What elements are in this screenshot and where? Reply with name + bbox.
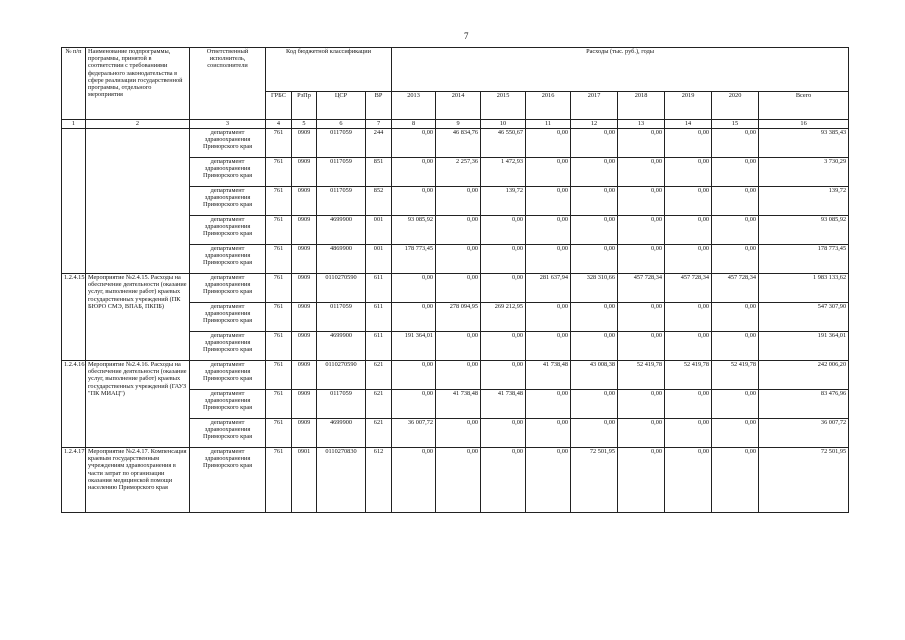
total-cell: 242 006,20	[759, 361, 849, 390]
total-cell: 72 501,95	[759, 448, 849, 513]
year-value-cell: 0,00	[392, 361, 436, 390]
year-value-cell: 281 637,94	[526, 274, 571, 303]
executor-cell: департамент здравоохранения Приморского края	[190, 216, 266, 245]
vr-cell: 621	[366, 361, 392, 390]
year-value-cell: 0,00	[571, 303, 618, 332]
year-value-cell: 0,00	[665, 419, 712, 448]
executor-cell: департамент здравоохранения Приморского края	[190, 332, 266, 361]
total-cell: 93 085,92	[759, 216, 849, 245]
header-year: 2017	[571, 92, 618, 120]
rzpr-cell: 0909	[292, 129, 317, 158]
year-value-cell: 41 738,48	[436, 390, 481, 419]
year-value-cell: 269 212,95	[481, 303, 526, 332]
year-value-cell: 0,00	[712, 419, 759, 448]
rzpr-cell: 0909	[292, 216, 317, 245]
executor-cell: департамент здравоохранения Приморского края	[190, 448, 266, 513]
year-value-cell: 0,00	[392, 303, 436, 332]
measure-name	[86, 129, 190, 274]
year-value-cell: 0,00	[526, 332, 571, 361]
header-grbs: ГРБС	[266, 92, 292, 120]
page-number: 7	[464, 31, 469, 41]
column-number: 15	[712, 120, 759, 129]
csr-cell: 0117059	[317, 390, 366, 419]
table-row	[62, 361, 849, 390]
year-value-cell: 178 773,45	[392, 245, 436, 274]
csr-cell: 0117059	[317, 187, 366, 216]
year-value-cell: 0,00	[481, 245, 526, 274]
header-name: Наименование подпрограммы, программы, принятой в соответствии с требованиями федерального законодательства в сфере реализации государственной программы, отдельного мероприятия	[86, 48, 190, 120]
year-value-cell: 41 738,48	[481, 390, 526, 419]
csr-cell: 4699900	[317, 419, 366, 448]
year-value-cell: 0,00	[481, 216, 526, 245]
measure-name: Мероприятие №2.4.17. Компенсация краевым государственным учреждениям здравоохранения в части затрат по организации оказания медицинской помощи населению Приморского края	[86, 448, 190, 513]
year-value-cell: 0,00	[712, 332, 759, 361]
year-value-cell: 0,00	[618, 158, 665, 187]
column-number: 12	[571, 120, 618, 129]
rzpr-cell: 0909	[292, 390, 317, 419]
year-value-cell: 0,00	[665, 303, 712, 332]
year-value-cell: 0,00	[618, 216, 665, 245]
header-total: Всего	[759, 92, 849, 120]
csr-cell: 0110270590	[317, 361, 366, 390]
year-value-cell: 0,00	[571, 129, 618, 158]
year-value-cell: 0,00	[618, 419, 665, 448]
year-value-cell: 46 550,67	[481, 129, 526, 158]
csr-cell: 0110270830	[317, 448, 366, 513]
year-value-cell: 0,00	[571, 216, 618, 245]
year-value-cell: 36 007,72	[392, 419, 436, 448]
vr-cell: 621	[366, 390, 392, 419]
executor-cell: департамент здравоохранения Приморского края	[190, 419, 266, 448]
header-csr: ЦСР	[317, 92, 366, 120]
year-value-cell: 0,00	[436, 187, 481, 216]
rzpr-cell: 0909	[292, 274, 317, 303]
grbs-cell: 761	[266, 419, 292, 448]
year-value-cell: 0,00	[712, 448, 759, 513]
table-row	[62, 129, 849, 158]
year-value-cell: 0,00	[392, 187, 436, 216]
vr-cell: 001	[366, 216, 392, 245]
column-number: 1	[62, 120, 86, 129]
total-cell: 139,72	[759, 187, 849, 216]
total-cell: 83 476,96	[759, 390, 849, 419]
column-number: 5	[292, 120, 317, 129]
year-value-cell: 52 419,78	[618, 361, 665, 390]
column-number: 2	[86, 120, 190, 129]
year-value-cell: 457 728,34	[618, 274, 665, 303]
vr-cell: 001	[366, 245, 392, 274]
year-value-cell: 328 310,66	[571, 274, 618, 303]
header-executor: Ответственный исполнитель, соисполнители	[190, 48, 266, 120]
header-idx: № п/п	[62, 48, 86, 120]
grbs-cell: 761	[266, 187, 292, 216]
year-value-cell: 191 364,01	[392, 332, 436, 361]
header-budget-classification: Код бюджетной классификации	[266, 48, 392, 92]
vr-cell: 852	[366, 187, 392, 216]
year-value-cell: 278 094,95	[436, 303, 481, 332]
total-cell: 93 385,43	[759, 129, 849, 158]
csr-cell: 4869900	[317, 245, 366, 274]
csr-cell: 0117059	[317, 303, 366, 332]
year-value-cell: 0,00	[571, 187, 618, 216]
year-value-cell: 2 257,36	[436, 158, 481, 187]
csr-cell: 4699900	[317, 216, 366, 245]
executor-cell: департамент здравоохранения Приморского края	[190, 361, 266, 390]
year-value-cell: 0,00	[392, 274, 436, 303]
year-value-cell: 0,00	[526, 158, 571, 187]
csr-cell: 0117059	[317, 158, 366, 187]
year-value-cell: 0,00	[665, 187, 712, 216]
year-value-cell: 0,00	[618, 303, 665, 332]
year-value-cell: 0,00	[526, 390, 571, 419]
executor-cell: департамент здравоохранения Приморского края	[190, 129, 266, 158]
grbs-cell: 761	[266, 274, 292, 303]
row-index: 1.2.4.15	[62, 274, 86, 361]
vr-cell: 244	[366, 129, 392, 158]
total-cell: 1 983 133,62	[759, 274, 849, 303]
column-numbers-row	[62, 120, 849, 129]
year-value-cell: 46 834,76	[436, 129, 481, 158]
column-number: 14	[665, 120, 712, 129]
executor-cell: департамент здравоохранения Приморского края	[190, 303, 266, 332]
year-value-cell: 0,00	[526, 129, 571, 158]
year-value-cell: 0,00	[526, 303, 571, 332]
grbs-cell: 761	[266, 361, 292, 390]
year-value-cell: 0,00	[481, 361, 526, 390]
header-year: 2019	[665, 92, 712, 120]
budget-table	[61, 47, 849, 513]
grbs-cell: 761	[266, 448, 292, 513]
year-value-cell: 1 472,93	[481, 158, 526, 187]
year-value-cell: 72 501,95	[571, 448, 618, 513]
column-number: 6	[317, 120, 366, 129]
year-value-cell: 0,00	[665, 390, 712, 419]
table-row	[62, 274, 849, 303]
vr-cell: 851	[366, 158, 392, 187]
year-value-cell: 0,00	[526, 245, 571, 274]
executor-cell: департамент здравоохранения Приморского края	[190, 274, 266, 303]
year-value-cell: 0,00	[712, 390, 759, 419]
executor-cell: департамент здравоохранения Приморского края	[190, 158, 266, 187]
year-value-cell: 0,00	[436, 274, 481, 303]
header-year: 2015	[481, 92, 526, 120]
year-value-cell: 41 738,48	[526, 361, 571, 390]
grbs-cell: 761	[266, 216, 292, 245]
year-value-cell: 0,00	[712, 216, 759, 245]
year-value-cell: 0,00	[481, 448, 526, 513]
year-value-cell: 0,00	[481, 274, 526, 303]
year-value-cell: 0,00	[712, 187, 759, 216]
year-value-cell: 0,00	[436, 245, 481, 274]
rzpr-cell: 0909	[292, 303, 317, 332]
rzpr-cell: 0909	[292, 158, 317, 187]
vr-cell: 621	[366, 419, 392, 448]
year-value-cell: 0,00	[436, 448, 481, 513]
row-index	[62, 129, 86, 274]
total-cell: 178 773,45	[759, 245, 849, 274]
table-row	[62, 448, 849, 513]
column-number: 3	[190, 120, 266, 129]
vr-cell: 611	[366, 303, 392, 332]
grbs-cell: 761	[266, 129, 292, 158]
measure-name: Мероприятие №2.4.15. Расходы на обеспечение деятельности (оказание услуг, выполнение работ) краевых государственных учреждений (ПК БЮРО СМЭ, ВПАБ, ПКПБ)	[86, 274, 190, 361]
measure-name: Мероприятие №2.4.16. Расходы на обеспечение деятельности (оказание услуг, выполнение работ) краевых государственных учреждений (ГАУЗ "ПК МИАЦ")	[86, 361, 190, 448]
year-value-cell: 0,00	[571, 390, 618, 419]
column-number: 4	[266, 120, 292, 129]
year-value-cell: 139,72	[481, 187, 526, 216]
rzpr-cell: 0909	[292, 419, 317, 448]
year-value-cell: 0,00	[526, 419, 571, 448]
year-value-cell: 0,00	[571, 158, 618, 187]
csr-cell: 4699900	[317, 332, 366, 361]
grbs-cell: 761	[266, 245, 292, 274]
year-value-cell: 0,00	[436, 332, 481, 361]
vr-cell: 611	[366, 274, 392, 303]
column-number: 10	[481, 120, 526, 129]
header-expenses: Расходы (тыс. руб.), годы	[392, 48, 849, 92]
year-value-cell: 0,00	[665, 216, 712, 245]
total-cell: 36 007,72	[759, 419, 849, 448]
rzpr-cell: 0909	[292, 332, 317, 361]
year-value-cell: 0,00	[665, 129, 712, 158]
column-number: 9	[436, 120, 481, 129]
year-value-cell: 52 419,78	[712, 361, 759, 390]
year-value-cell: 0,00	[392, 390, 436, 419]
year-value-cell: 0,00	[571, 419, 618, 448]
rzpr-cell: 0909	[292, 245, 317, 274]
year-value-cell: 0,00	[436, 361, 481, 390]
header-year: 2016	[526, 92, 571, 120]
executor-cell: департамент здравоохранения Приморского края	[190, 187, 266, 216]
year-value-cell: 0,00	[618, 448, 665, 513]
column-number: 16	[759, 120, 849, 129]
csr-cell: 0110270590	[317, 274, 366, 303]
csr-cell: 0117059	[317, 129, 366, 158]
total-cell: 547 307,90	[759, 303, 849, 332]
column-number: 13	[618, 120, 665, 129]
year-value-cell: 0,00	[392, 129, 436, 158]
year-value-cell: 0,00	[571, 245, 618, 274]
year-value-cell: 93 085,92	[392, 216, 436, 245]
year-value-cell: 0,00	[665, 332, 712, 361]
header-rzpr: РзПр	[292, 92, 317, 120]
grbs-cell: 761	[266, 158, 292, 187]
year-value-cell: 0,00	[618, 187, 665, 216]
executor-cell: департамент здравоохранения Приморского края	[190, 245, 266, 274]
year-value-cell: 0,00	[712, 245, 759, 274]
row-index: 1.2.4.16	[62, 361, 86, 448]
vr-cell: 612	[366, 448, 392, 513]
grbs-cell: 761	[266, 390, 292, 419]
vr-cell: 611	[366, 332, 392, 361]
year-value-cell: 0,00	[481, 332, 526, 361]
column-number: 11	[526, 120, 571, 129]
header-vr: ВР	[366, 92, 392, 120]
year-value-cell: 0,00	[618, 390, 665, 419]
header-year: 2018	[618, 92, 665, 120]
year-value-cell: 0,00	[481, 419, 526, 448]
total-cell: 191 364,01	[759, 332, 849, 361]
year-value-cell: 0,00	[392, 158, 436, 187]
year-value-cell: 0,00	[665, 158, 712, 187]
column-number: 7	[366, 120, 392, 129]
year-value-cell: 0,00	[618, 332, 665, 361]
rzpr-cell: 0901	[292, 448, 317, 513]
year-value-cell: 0,00	[712, 158, 759, 187]
total-cell: 3 730,29	[759, 158, 849, 187]
year-value-cell: 0,00	[392, 448, 436, 513]
year-value-cell: 0,00	[712, 129, 759, 158]
header-year: 2013	[392, 92, 436, 120]
year-value-cell: 0,00	[665, 448, 712, 513]
year-value-cell: 0,00	[436, 419, 481, 448]
rzpr-cell: 0909	[292, 361, 317, 390]
year-value-cell: 52 419,78	[665, 361, 712, 390]
year-value-cell: 0,00	[712, 303, 759, 332]
year-value-cell: 0,00	[618, 245, 665, 274]
year-value-cell: 457 728,34	[665, 274, 712, 303]
year-value-cell: 0,00	[571, 332, 618, 361]
grbs-cell: 761	[266, 332, 292, 361]
header-year: 2020	[712, 92, 759, 120]
year-value-cell: 0,00	[436, 216, 481, 245]
column-number: 8	[392, 120, 436, 129]
year-value-cell: 0,00	[526, 216, 571, 245]
year-value-cell: 0,00	[618, 129, 665, 158]
year-value-cell: 457 728,34	[712, 274, 759, 303]
year-value-cell: 0,00	[526, 187, 571, 216]
year-value-cell: 0,00	[665, 245, 712, 274]
year-value-cell: 0,00	[526, 448, 571, 513]
header-year: 2014	[436, 92, 481, 120]
grbs-cell: 761	[266, 303, 292, 332]
row-index: 1.2.4.17	[62, 448, 86, 513]
year-value-cell: 43 008,38	[571, 361, 618, 390]
rzpr-cell: 0909	[292, 187, 317, 216]
executor-cell: департамент здравоохранения Приморского края	[190, 390, 266, 419]
